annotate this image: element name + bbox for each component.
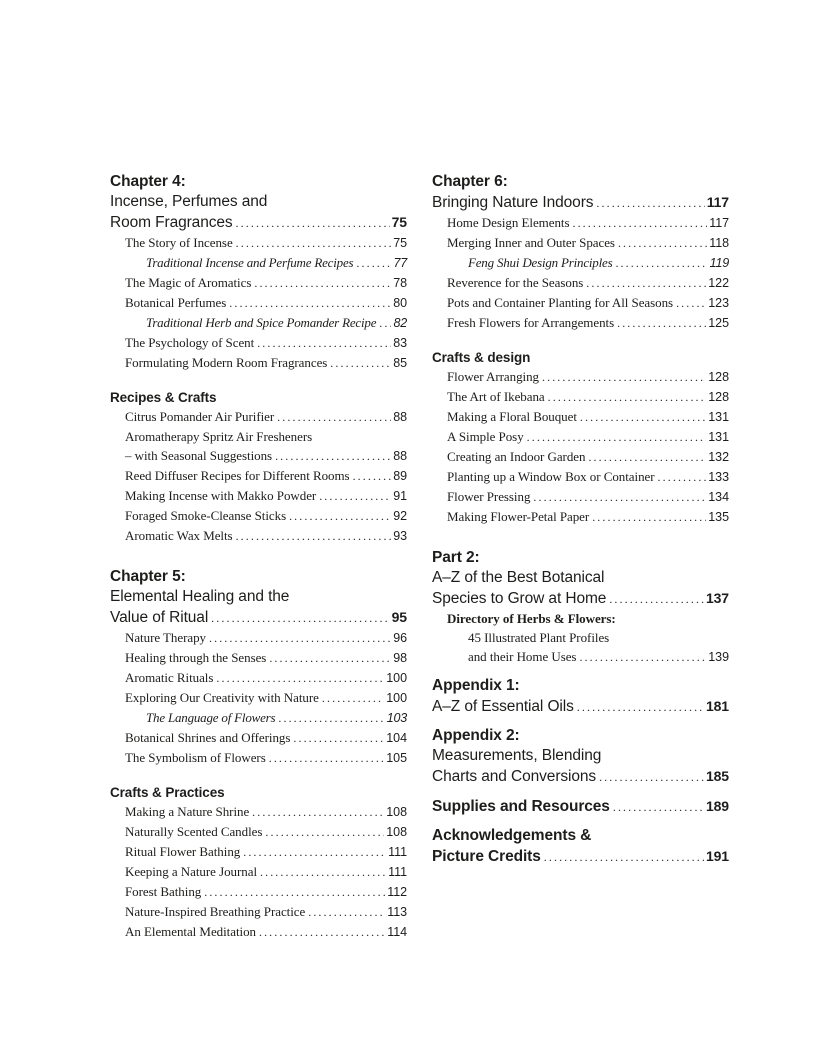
section-heading-text: Room Fragrances	[110, 214, 233, 231]
page-number: 104	[386, 731, 407, 745]
page-number: 185	[705, 768, 729, 784]
dot-leader	[330, 353, 391, 373]
section-heading-line	[432, 846, 729, 867]
toc-section-chapter-6	[432, 172, 729, 333]
page-number: 103	[386, 711, 407, 725]
entry-title: Forest Bathing	[125, 884, 202, 899]
entry-title: Naturally Scented Candles	[125, 824, 263, 839]
entry-title: and their Home Uses	[468, 649, 577, 664]
section-heading-line	[432, 548, 729, 568]
page-number: 117	[706, 194, 729, 210]
entry-title: Citrus Pomander Air Purifier	[125, 409, 275, 424]
dot-leader	[353, 466, 392, 486]
dot-leader	[658, 467, 707, 487]
toc-entry-line	[110, 506, 407, 526]
toc-entry-line	[110, 526, 407, 546]
dot-leader	[615, 253, 707, 273]
toc-entry-line	[432, 213, 729, 233]
toc-entry-line	[110, 648, 407, 668]
entry-title: Making a Nature Shrine	[125, 804, 250, 819]
toc-entry-line	[432, 647, 729, 667]
page-number: 111	[388, 865, 407, 879]
entry-title: Making a Floral Bouquet	[447, 409, 577, 424]
entry-title: Ritual Flower Bathing	[125, 844, 241, 859]
toc-section-appendix-1	[432, 676, 729, 717]
page-number: 114	[387, 925, 407, 939]
page-number: 132	[708, 450, 729, 464]
entry-title: Foraged Smoke-Cleanse Sticks	[125, 508, 287, 523]
page-number: 131	[708, 430, 729, 444]
toc-entry-line	[110, 728, 407, 748]
page-number: 181	[705, 698, 729, 714]
dot-leader	[259, 922, 385, 942]
entry-title: Feng Shui Design Principles	[468, 255, 613, 270]
dot-leader	[209, 628, 391, 648]
toc-entry-line	[110, 902, 407, 922]
dot-leader	[319, 486, 391, 506]
toc-section-crafts-design	[432, 348, 729, 527]
section-heading-text: Value of Ritual	[110, 609, 209, 626]
section-heading-text: Measurements, Blending	[432, 747, 602, 764]
entry-title: Botanical Perfumes	[125, 295, 227, 310]
section-heading-text: A–Z of the Best Botanical	[432, 569, 605, 586]
section-heading-line	[432, 796, 729, 817]
toc-entry-line	[432, 427, 729, 447]
dot-leader	[308, 902, 385, 922]
toc-entry-line	[432, 367, 729, 387]
dot-leader	[269, 648, 391, 668]
page-number: 88	[393, 410, 407, 424]
page-number: 100	[386, 671, 407, 685]
entry-title: Traditional Herb and Spice Pomander Recipe	[146, 315, 377, 330]
dot-leader	[211, 608, 389, 628]
dot-leader	[252, 802, 384, 822]
toc-entry-line	[432, 313, 729, 333]
dot-leader	[586, 273, 706, 293]
section-heading-text: Picture Credits	[432, 848, 541, 865]
toc-entry-line	[110, 353, 407, 373]
section-heading-line	[110, 783, 407, 802]
page-number: 96	[393, 631, 407, 645]
page-number: 93	[393, 529, 407, 543]
section-heading-text: Incense, Perfumes and	[110, 193, 268, 210]
section-heading-text: Appendix 1:	[432, 677, 520, 694]
toc-column-right	[432, 172, 729, 867]
toc-entry-line	[432, 467, 729, 487]
page-number: 122	[708, 276, 729, 290]
toc-entry-line	[110, 862, 407, 882]
dot-leader	[278, 708, 384, 728]
page-number: 137	[705, 590, 729, 606]
page-number: 100	[386, 691, 407, 705]
toc-entry-line	[110, 333, 407, 353]
dot-leader	[588, 447, 706, 467]
section-heading-line	[432, 172, 729, 192]
entry-title: Making Flower-Petal Paper	[447, 509, 590, 524]
page-number: 85	[393, 356, 407, 370]
entry-title: 45 Illustrated Plant Profiles	[468, 630, 610, 645]
section-heading-text: Crafts & design	[432, 350, 531, 365]
entry-title: Nature-Inspired Breathing Practice	[125, 904, 306, 919]
page-number: 75	[393, 236, 407, 250]
section-heading-text: Chapter 4:	[110, 173, 186, 190]
toc-entry-line	[432, 628, 729, 647]
dot-leader	[236, 213, 390, 233]
toc-entry-line	[110, 882, 407, 902]
entry-title: The Magic of Aromatics	[125, 275, 252, 290]
toc-entry-line	[110, 748, 407, 768]
toc-section-acknowledgements	[432, 826, 729, 867]
section-heading-line	[432, 676, 729, 696]
toc-entry-line	[110, 427, 407, 446]
toc-entry-line	[110, 313, 407, 333]
entry-title: Pots and Container Planting for All Seasons	[447, 295, 674, 310]
section-heading-text: Crafts & Practices	[110, 785, 225, 800]
dot-leader	[596, 193, 704, 213]
dot-leader	[592, 507, 706, 527]
section-heading-line	[432, 568, 729, 588]
dot-leader	[236, 526, 392, 546]
dot-leader	[542, 367, 706, 387]
toc-entry-line	[110, 293, 407, 313]
toc-entry-line	[110, 233, 407, 253]
entry-title: Flower Pressing	[447, 489, 531, 504]
page-number: 125	[708, 316, 729, 330]
dot-leader	[676, 293, 706, 313]
toc-entry-line	[432, 273, 729, 293]
page-number: 189	[705, 798, 729, 814]
toc-entry-line	[432, 487, 729, 507]
section-heading-text: Elemental Healing and the	[110, 588, 290, 605]
toc-entry-line	[432, 387, 729, 407]
dot-leader	[257, 333, 391, 353]
section-heading-line	[110, 607, 407, 628]
dot-leader	[277, 407, 391, 427]
section-heading-text: Chapter 5:	[110, 568, 186, 585]
entry-title: – with Seasonal Suggestions	[125, 448, 273, 463]
section-heading-line	[110, 388, 407, 407]
entry-title: The Art of Ikebana	[447, 389, 545, 404]
section-heading-text: Acknowledgements &	[432, 827, 592, 844]
section-heading-line	[432, 726, 729, 746]
dot-leader	[533, 487, 706, 507]
page-number: 108	[386, 805, 407, 819]
dot-leader	[356, 253, 391, 273]
entry-title: Reed Diffuser Recipes for Different Rooms	[125, 468, 350, 483]
entry-title: Formulating Modern Room Fragrances	[125, 355, 328, 370]
entry-title: Creating an Indoor Garden	[447, 449, 586, 464]
section-heading-line	[432, 746, 729, 766]
dot-leader	[609, 589, 704, 609]
section-heading-line	[432, 826, 729, 846]
section-heading-line	[432, 348, 729, 367]
dot-leader	[293, 728, 384, 748]
dot-leader	[599, 767, 704, 787]
toc-entry-line	[110, 407, 407, 427]
entry-title: Merging Inner and Outer Spaces	[447, 235, 615, 250]
page-number: 118	[709, 236, 729, 250]
entry-title: Flower Arranging	[447, 369, 539, 384]
toc-entry-line	[110, 253, 407, 273]
page-number: 112	[387, 885, 407, 899]
section-heading-text: Charts and Conversions	[432, 768, 597, 785]
page-number: 105	[386, 751, 407, 765]
section-heading-line	[432, 588, 729, 609]
section-heading-text: Chapter 6:	[432, 173, 508, 190]
section-heading-line	[110, 567, 407, 587]
page-number: 77	[393, 256, 407, 270]
dot-leader	[548, 387, 707, 407]
section-heading-text: Part 2:	[432, 549, 480, 566]
entry-title: A Simple Posy	[447, 429, 524, 444]
dot-leader	[322, 688, 384, 708]
dot-leader	[618, 233, 707, 253]
section-heading-text: A–Z of Essential Oils	[432, 698, 574, 715]
page-number: 80	[393, 296, 407, 310]
entry-title: Nature Therapy	[125, 630, 206, 645]
section-heading-line	[110, 192, 407, 212]
dot-leader	[236, 233, 392, 253]
entry-title: The Psychology of Scent	[125, 335, 255, 350]
entry-title: Home Design Elements	[447, 215, 570, 230]
dot-leader	[204, 882, 385, 902]
toc-entry-line	[110, 466, 407, 486]
section-heading-text: Supplies and Resources	[432, 798, 610, 815]
page-number: 119	[709, 256, 729, 270]
page-number: 135	[708, 510, 729, 524]
toc-entry-line	[110, 668, 407, 688]
toc-entry-line	[110, 628, 407, 648]
section-heading-text: Bringing Nature Indoors	[432, 194, 594, 211]
page-number: 123	[708, 296, 729, 310]
dot-leader	[260, 862, 386, 882]
page-number: 82	[393, 316, 407, 330]
toc-entry-line	[110, 688, 407, 708]
entry-title: Botanical Shrines and Offerings	[125, 730, 291, 745]
section-heading-text: Species to Grow at Home	[432, 590, 607, 607]
page-number: 98	[393, 651, 407, 665]
section-heading-line	[432, 696, 729, 717]
toc-section-supplies-and-resources	[432, 796, 729, 817]
toc-section-recipes-crafts	[110, 388, 407, 546]
entry-title: Reverence for the Seasons	[447, 275, 584, 290]
page-number: 78	[393, 276, 407, 290]
section-heading-line	[110, 587, 407, 607]
toc-entry-line	[110, 842, 407, 862]
entry-title: The Story of Incense	[125, 235, 233, 250]
toc-entry-line	[110, 922, 407, 942]
page-number: 91	[393, 489, 407, 503]
section-heading-line	[110, 172, 407, 192]
entry-title: Aromatic Rituals	[125, 670, 214, 685]
dot-leader	[289, 506, 391, 526]
dot-leader	[254, 273, 391, 293]
entry-title: Healing through the Senses	[125, 650, 267, 665]
dot-leader	[269, 748, 385, 768]
page-number: 108	[386, 825, 407, 839]
page-number: 83	[393, 336, 407, 350]
page-number: 128	[708, 390, 729, 404]
entry-title: Fresh Flowers for Arrangements	[447, 315, 615, 330]
page-number: 111	[388, 845, 407, 859]
toc-entry-line	[432, 507, 729, 527]
page-number: 128	[708, 370, 729, 384]
toc-entry-line	[110, 708, 407, 728]
toc-entry-line	[432, 447, 729, 467]
page-number: 133	[708, 470, 729, 484]
dot-leader	[617, 313, 706, 333]
dot-leader	[544, 847, 704, 867]
section-heading-line	[432, 766, 729, 787]
dot-leader	[275, 446, 391, 466]
entry-title: An Elemental Meditation	[125, 924, 256, 939]
toc-entry-line	[432, 609, 729, 628]
toc-entry-line	[110, 822, 407, 842]
entry-title: Directory of Herbs & Flowers:	[447, 611, 616, 626]
dot-leader	[265, 822, 384, 842]
dot-leader	[577, 697, 704, 717]
entry-title: Aromatherapy Spritz Air Fresheners	[125, 429, 313, 444]
page-number: 117	[709, 216, 729, 230]
toc-entry-line	[432, 253, 729, 273]
toc-entry-line	[110, 446, 407, 466]
dot-leader	[229, 293, 391, 313]
dot-leader	[243, 842, 386, 862]
toc-section-crafts-practices	[110, 783, 407, 942]
page-number: 113	[387, 905, 407, 919]
toc-entry-line	[110, 486, 407, 506]
entry-title: The Language of Flowers	[146, 710, 276, 725]
toc-entry-line	[432, 407, 729, 427]
entry-title: Making Incense with Makko Powder	[125, 488, 317, 503]
toc-column-left	[110, 172, 407, 942]
section-heading-line	[432, 192, 729, 213]
entry-title: Planting up a Window Box or Container	[447, 469, 655, 484]
section-heading-text: Recipes & Crafts	[110, 390, 217, 405]
toc-entry-line	[110, 802, 407, 822]
page-number: 95	[391, 609, 407, 625]
page-number: 191	[705, 848, 729, 864]
toc-section-chapter-5	[110, 567, 407, 768]
section-heading-text: Appendix 2:	[432, 727, 520, 744]
dot-leader	[580, 407, 706, 427]
dot-leader	[572, 213, 707, 233]
page-number: 131	[708, 410, 729, 424]
dot-leader	[527, 427, 707, 447]
page-number: 75	[391, 214, 407, 230]
entry-title: Exploring Our Creativity with Nature	[125, 690, 319, 705]
dot-leader	[613, 797, 704, 817]
toc-section-part-2	[432, 548, 729, 667]
page-number: 89	[393, 469, 407, 483]
section-heading-line	[110, 212, 407, 233]
toc-section-chapter-4	[110, 172, 407, 373]
dot-leader	[216, 668, 384, 688]
entry-title: Keeping a Nature Journal	[125, 864, 257, 879]
toc-entry-line	[432, 293, 729, 313]
page-number: 139	[708, 650, 729, 664]
page-number: 92	[393, 509, 407, 523]
dot-leader	[379, 313, 391, 333]
entry-title: The Symbolism of Flowers	[125, 750, 266, 765]
entry-title: Aromatic Wax Melts	[125, 528, 233, 543]
page-number: 134	[708, 490, 729, 504]
entry-title: Traditional Incense and Perfume Recipes	[146, 255, 354, 270]
toc-entry-line	[432, 233, 729, 253]
toc-section-appendix-2	[432, 726, 729, 787]
page-number: 88	[393, 449, 407, 463]
dot-leader	[579, 647, 706, 667]
toc-entry-line	[110, 273, 407, 293]
